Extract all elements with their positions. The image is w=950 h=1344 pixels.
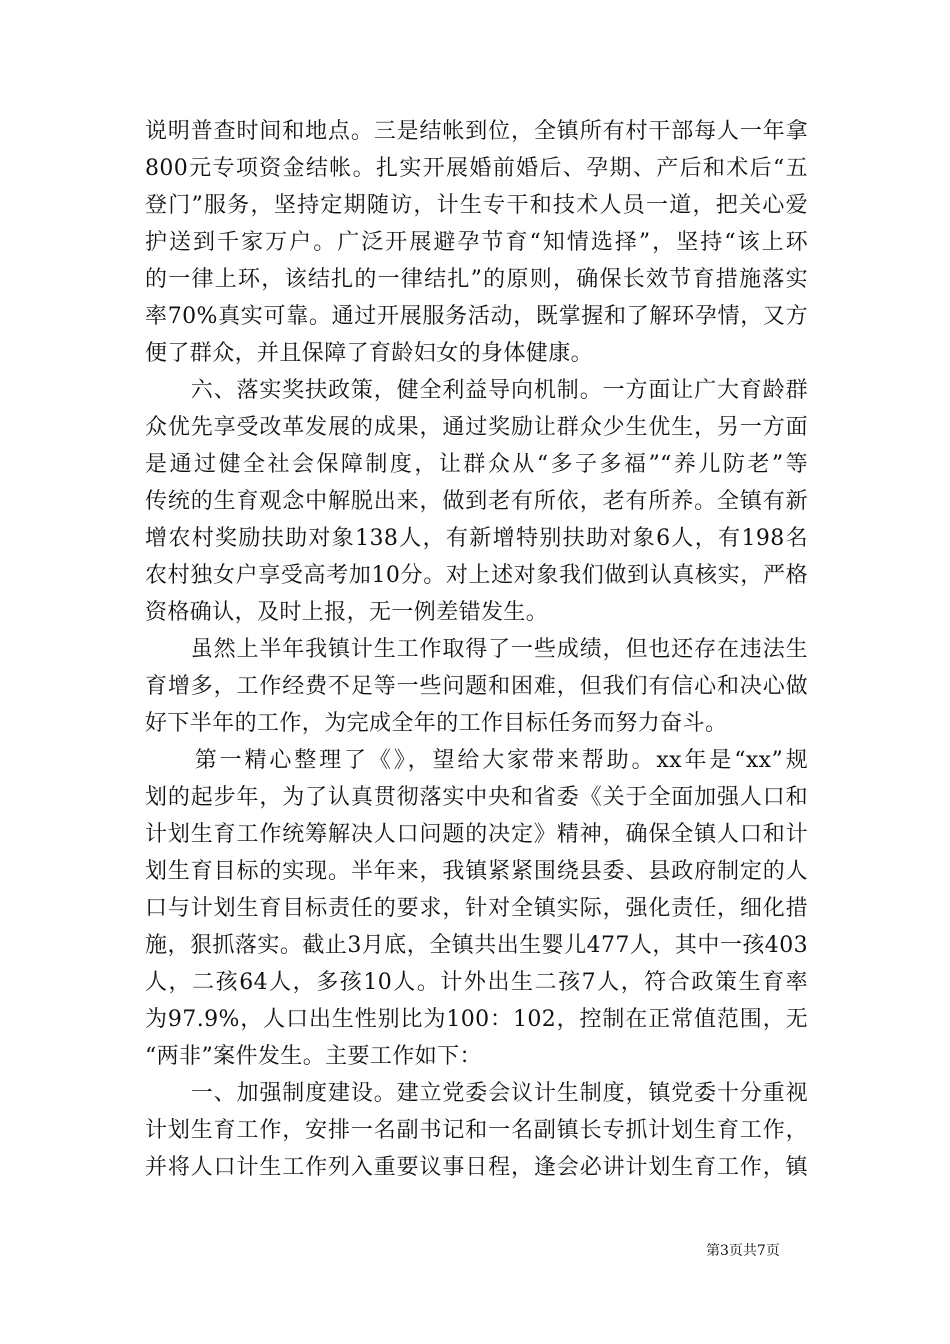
text-line: 护送到千家万户。广泛开展避孕节育“知情选择”，坚持“该上环: [145, 230, 808, 255]
paragraph-introduction: [145, 742, 808, 1075]
document-body: [145, 113, 808, 1186]
text-line: 一、加强制度建设。建立党委会议计生制度，镇党委十分重视: [145, 1081, 808, 1106]
text-line: 的一律上环，该结扎的一律结扎”的原则，确保长效节育措施落实: [145, 267, 808, 292]
text-line: 第一精心整理了《》，望给大家带来帮助。xx年是“xx”规: [145, 748, 808, 773]
paragraph-summary: [145, 631, 808, 742]
text-line: 并将人口计生工作列入重要议事日程，逢会必讲计划生育工作，镇: [145, 1155, 808, 1180]
text-line: 划的起步年，为了认真贯彻落实中央和省委《关于全面加强人口和: [145, 785, 808, 810]
text-line: 是通过健全社会保障制度，让群众从“多子多福”“养儿防老”等: [145, 452, 808, 477]
text-line: “两非”案件发生。主要工作如下：: [145, 1044, 482, 1069]
text-line: 便了群众，并且保障了育龄妇女的身体健康。: [145, 341, 594, 366]
text-line: 农村独女户享受高考加10分。对上述对象我们做到认真核实，严格: [145, 563, 808, 588]
text-line: 说明普查时间和地点。三是结帐到位，全镇所有村干部每人一年拿: [145, 119, 808, 144]
text-line: 为97.9%，人口出生性别比为100：102，控制在正常值范围，无: [145, 1007, 808, 1032]
text-line: 增农村奖励扶助对象138人，有新增特别扶助对象6人，有198名: [145, 526, 808, 551]
text-line: 六、落实奖扶政策，健全利益导向机制。一方面让广大育龄群: [145, 378, 808, 403]
text-line: 计划生育工作统筹解决人口问题的决定》精神，确保全镇人口和计: [145, 822, 808, 847]
text-line: 登门”服务，坚持定期随访，计生专干和技术人员一道，把关心爱: [145, 193, 808, 218]
text-line: 口与计划生育目标责任的要求，针对全镇实际，强化责任，细化措: [145, 896, 808, 921]
text-line: 好下半年的工作，为完成全年的工作目标任务而努力奋斗。: [145, 711, 728, 736]
page-number: 第3页共7页: [706, 1243, 780, 1259]
paragraph-incentive-policy: [145, 372, 808, 631]
text-line: 800元专项资金结帐。扎实开展婚前婚后、孕期、产后和术后“五: [145, 156, 808, 181]
text-line: 虽然上半年我镇计生工作取得了一些成绩，但也还存在违法生: [145, 637, 808, 662]
text-line: 资格确认，及时上报，无一例差错发生。: [145, 600, 549, 625]
text-line: 率70%真实可靠。通过开展服务活动，既掌握和了解环孕情，又方: [145, 304, 808, 329]
text-line: 划生育目标的实现。半年来，我镇紧紧围绕县委、县政府制定的人: [145, 859, 808, 884]
text-line: 众优先享受改革发展的成果，通过奖励让群众少生优生，另一方面: [145, 415, 808, 440]
text-line: 施，狠抓落实。截止3月底，全镇共出生婴儿477人，其中一孩403: [145, 933, 808, 958]
text-line: 人，二孩64人，多孩10人。计外出生二孩7人，符合政策生育率: [145, 970, 808, 995]
text-line: 计划生育工作，安排一名副书记和一名副镇长专抓计划生育工作，: [145, 1118, 808, 1143]
paragraph-system-building: [145, 1075, 808, 1186]
text-line: 传统的生育观念中解脱出来，做到老有所依，老有所养。全镇有新: [145, 489, 808, 514]
text-line: 育增多，工作经费不足等一些问题和困难，但我们有信心和决心做: [145, 674, 808, 699]
paragraph-service-visits: [145, 113, 808, 372]
